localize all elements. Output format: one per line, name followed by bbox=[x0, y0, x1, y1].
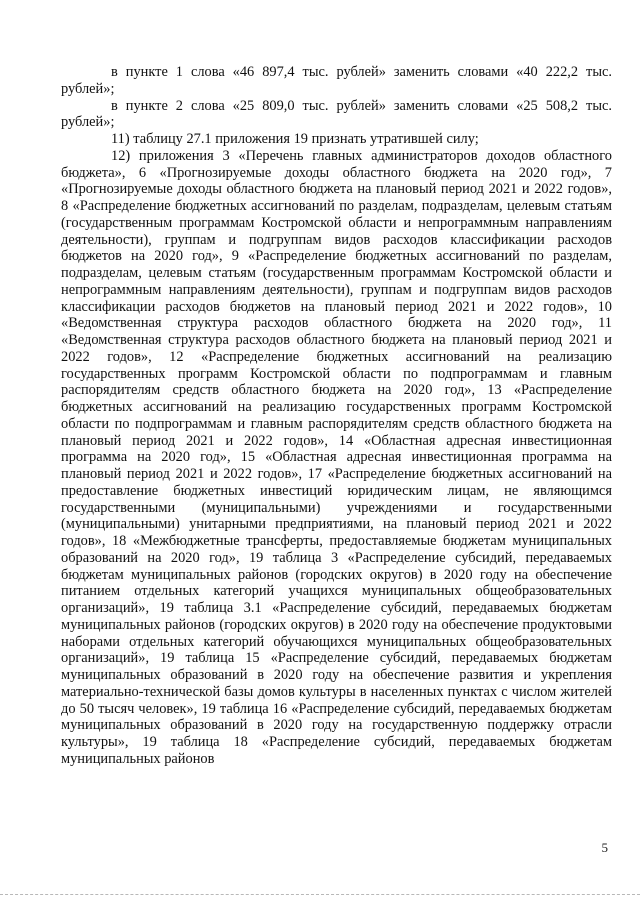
paragraph-item-2-amount-change: в пункте 2 слова «25 809,0 тыс. рублей» заменить словами «25 508,2 тыс. рублей»; bbox=[61, 97, 612, 131]
paragraph-point-11: 11) таблицу 27.1 приложения 19 признать утратившей силу; bbox=[111, 131, 479, 147]
document-body bbox=[61, 64, 612, 768]
paragraph-item-1-amount-change: в пункте 1 слова «46 897,4 тыс. рублей» заменить словами «40 222,2 тыс. рублей»; bbox=[61, 64, 612, 97]
paragraph-point-12: 12) приложения 3 «Перечень главных администраторов доходов областного бюджета», 6 «Прогнозируемые доходы областного бюджета на 2020 год», 7 «Прогнозируемые доходы областного бюджета на плановый период 2021 и 2022 годов», 8 «Распределение бюджетных ассигнований по разделам, подразделам, целевым статьям (государственным программам Костромской области и непрограммным направлениям деятельности), группам и подгруппам видов расходов классификации расходов бюджетов на 2020 год», 9 «Распределение бюджетных ассигнований по разделам, подразделам, целевым статьям (государственным программам Костромской области и непрограммным направлениям деятельности), группам и подгруппам видов расходов классификации расходов бюджетов на плановый период 2021 и 2022 годов», 10 «Ведомственная структура расходов областного бюджета на 2020 год», 11 «Ведомственная структура расходов областного бюджета на плановый период 2021 и 2022 годов», 12 «Распределение бюджетных ассигнований на реализацию государственных программ Костромской области по подпрограммам и главным распорядителям средств областного бюджета на 2020 год», 13 «Распределение бюджетных ассигнований на реализацию государственных программ Костромской области по подпрограммам и главным распорядителям средств областного бюджета на плановый период 2021 и 2022 годов», 14 «Областная адресная инвестиционная программа на 2020 год», 15 «Областная адресная инвестиционная программа на плановый период 2021 и 2022 годов», 17 «Распределение бюджетных ассигнований на предоставление бюджетных инвестиций юридическим лицам, не являющимся государственными (муниципальными) учреждениями и государственными (муниципальными) унитарными предприятиями, на плановый период 2021 и 2022 годов», 18 «Межбюджетные трансферты, предоставляемые бюджетам муниципальных образований на 2020 год», 19 таблица 3 «Распределение субсидий, передаваемых бюджетам муниципальных районов (городских округов) в 2020 году на обеспечение питанием отдельных категорий учащихся муниципальных общеобразовательных организаций», 19 таблица 3.1 «Распределение субсидий, передаваемых бюджетам муниципальных районов (городских округов) в 2020 году на обеспечение продуктовыми наборами отдельных категорий обучающихся муниципальных общеобразовательных организаций», 19 таблица 15 «Распределение субсидий, передаваемых бюджетам муниципальных образований в 2020 году на обеспечение развития и укрепления материально-технической базы домов культуры в населенных пунктах с числом жителей до 50 тысяч человек», 19 таблица 16 «Распределение субсидий, передаваемых бюджетам муниципальных образований в 2020 году на государственную поддержку отрасли культуры», 19 таблица 18 «Распределение субсидий, передаваемых бюджетам муниципальных районов bbox=[61, 147, 612, 767]
page-number: 5 bbox=[601, 840, 608, 855]
footer-divider bbox=[0, 894, 640, 895]
